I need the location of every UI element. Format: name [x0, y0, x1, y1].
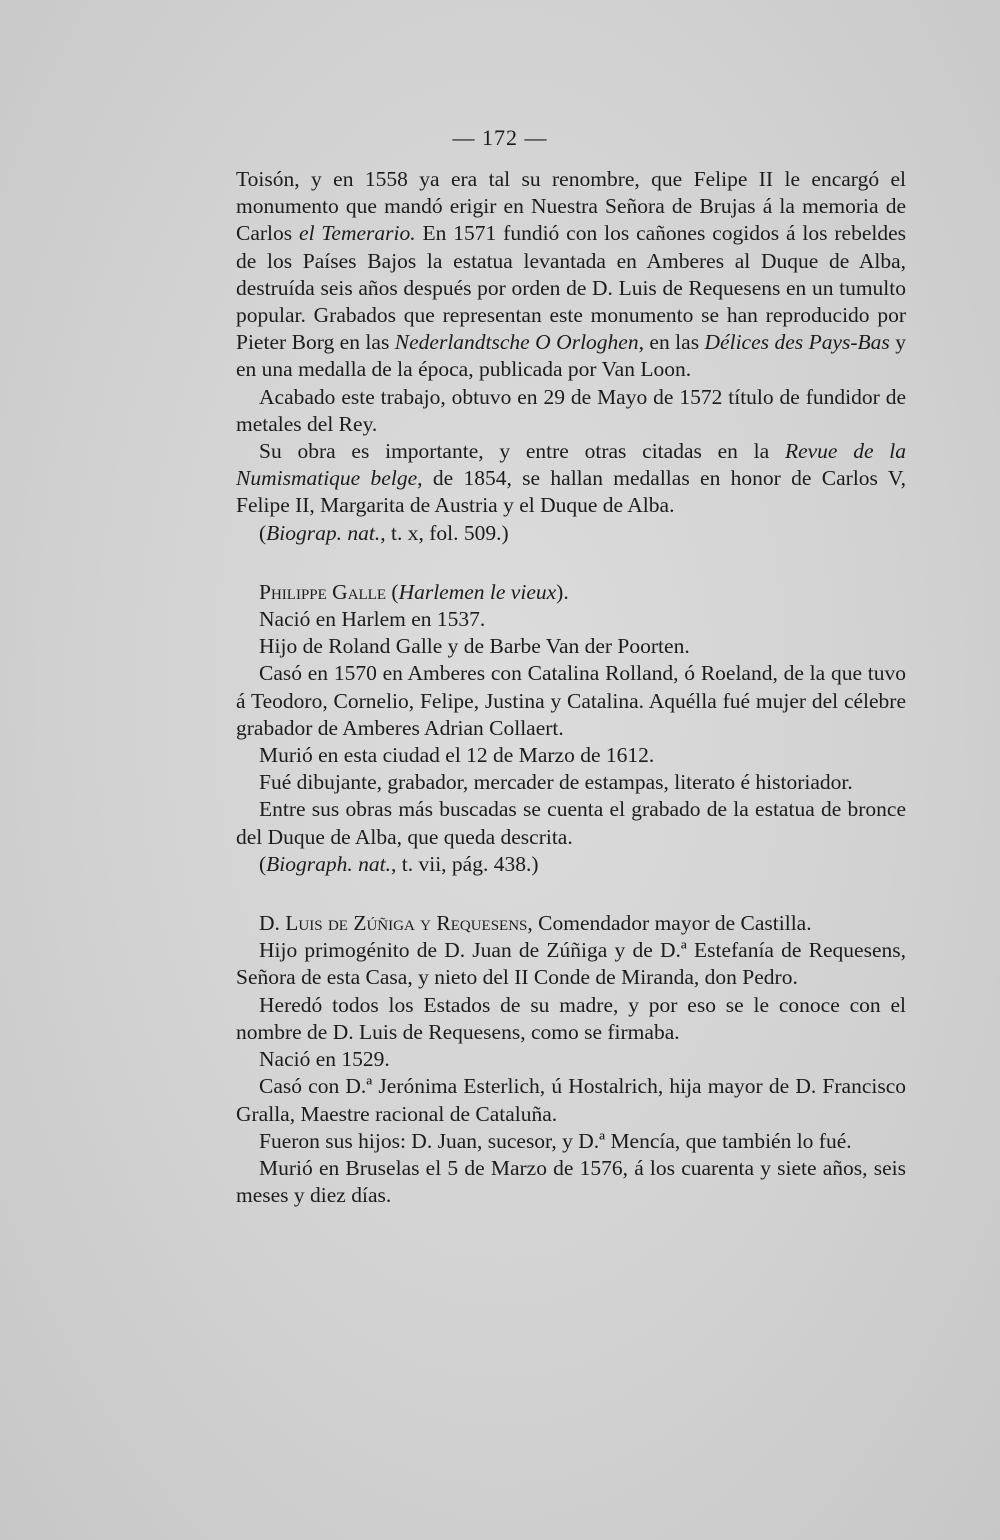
italic-title: Nederlandtsche O Orloghen — [394, 330, 639, 355]
italic-title: Biograph. nat. — [266, 851, 391, 876]
text-span: ). — [556, 579, 569, 604]
entry-heading-galle — [236, 579, 906, 606]
text-span: , t. vii, pág. 438.) — [391, 851, 539, 876]
italic-title: Délices des Pays-Bas — [704, 330, 890, 355]
citation-biograph — [236, 851, 906, 878]
paragraph-heredo: Heredó todos los Estados de su madre, y por eso se le conoce con el nombre de D. Luis de Requesens, como se firmaba. — [236, 992, 906, 1044]
paragraph-hijo-requesens: Hijo primogénito de D. Juan de Zúñiga y de D.ª Estefanía de Requesens, Señora de esta Casa, y nieto del II Conde de Miranda, don Pedro. — [236, 938, 906, 990]
paragraph-acabado: Acabado este trabajo, obtuvo en 29 de Mayo de 1572 título de fundidor de metales del Rey. — [236, 384, 906, 436]
entry-name: Luis de Zúñiga y Requesens — [285, 911, 528, 936]
citation-biograp — [236, 520, 906, 547]
text-span: y en una medalla de la época, publicada por Van Loon. — [236, 330, 906, 382]
paragraph-nacio-galle: Nació en Harlem en 1537. — [259, 607, 486, 632]
paragraph-murio-requesens: Murió en Bruselas el 5 de Marzo de 1576, á los cuarenta y siete años, seis meses y diez días. — [236, 1155, 906, 1208]
text-span: Su obra es importante, y entre otras citadas en la — [259, 439, 785, 464]
text-span: Toisón, y en 1558 ya era tal su renombre, que Felipe II le encargó el monumento que mandó erigir en Nuestra Señora de Brujas á la memoria de Carlos — [236, 167, 906, 246]
text-span: En 1571 fundió con los cañones cogidos á los rebeldes de los Países Bajos la estatua levantada en Amberes al Duque de Alba, destruída seis años después por orden de D. Luis de Requesens en un tumulto popular. Grabados que representan este monumento se han reproducido por Pieter Borg en las — [236, 221, 907, 355]
paragraph-obras-galle: Entre sus obras más buscadas se cuenta el grabado de la estatua de bronce del Duque de Alba, que queda descrita. — [236, 797, 906, 849]
entry-heading-requesens — [236, 910, 906, 937]
page-text — [236, 166, 906, 1209]
text-span: ( — [386, 579, 399, 604]
text-span: D. — [259, 911, 286, 936]
italic-title: el Temerario. — [299, 221, 416, 246]
paragraph-obra — [236, 438, 906, 520]
paragraph-hijo-galle: Hijo de Roland Galle y de Barbe Van der Poorten. — [259, 634, 690, 659]
text-span: ( — [259, 851, 267, 876]
paragraph-murio-galle: Murió en esta ciudad el 12 de Marzo de 1612. — [259, 743, 655, 768]
text-span: , de 1854, se hallan medallas en honor de Carlos V, Felipe II, Margarita de Austria y el Duque de Alba. — [236, 466, 906, 518]
paragraph-caso-requesens: Casó con D.ª Jerónima Esterlich, ú Hostalrich, hija mayor de D. Francisco Gralla, Maestre racional de Cataluña. — [236, 1074, 906, 1126]
paragraph-hijos: Fueron sus hijos: D. Juan, sucesor, y D.ª Mencía, que también lo fué. — [259, 1128, 852, 1153]
entry-name: Philippe Galle — [259, 579, 387, 604]
text-span: , t. x, fol. 509.) — [380, 520, 509, 545]
page-number: — 172 — — [452, 125, 548, 150]
italic-title: Biograp. nat. — [266, 520, 381, 545]
text-span: , Comendador mayor de Castilla. — [527, 911, 812, 936]
paragraph-nacio-requesens: Nació en 1529. — [259, 1047, 390, 1072]
paragraph-dibujante: Fué dibujante, grabador, mercader de estampas, literato é historiador. — [259, 770, 853, 795]
text-span: ( — [259, 520, 267, 545]
italic-title: Revue de la Numismatique belge — [236, 439, 906, 491]
text-span: , en las — [638, 330, 705, 355]
italic-epithet: Harlemen le vieux — [398, 579, 557, 604]
paragraph-toison — [236, 166, 906, 384]
paragraph-caso-galle: Casó en 1570 en Amberes con Catalina Rolland, ó Roeland, de la que tuvo á Teodoro, Cornelio, Felipe, Justina y Catalina. Aquélla fué mujer del célebre grabador de Amberes Adrian Collaert. — [236, 661, 906, 740]
